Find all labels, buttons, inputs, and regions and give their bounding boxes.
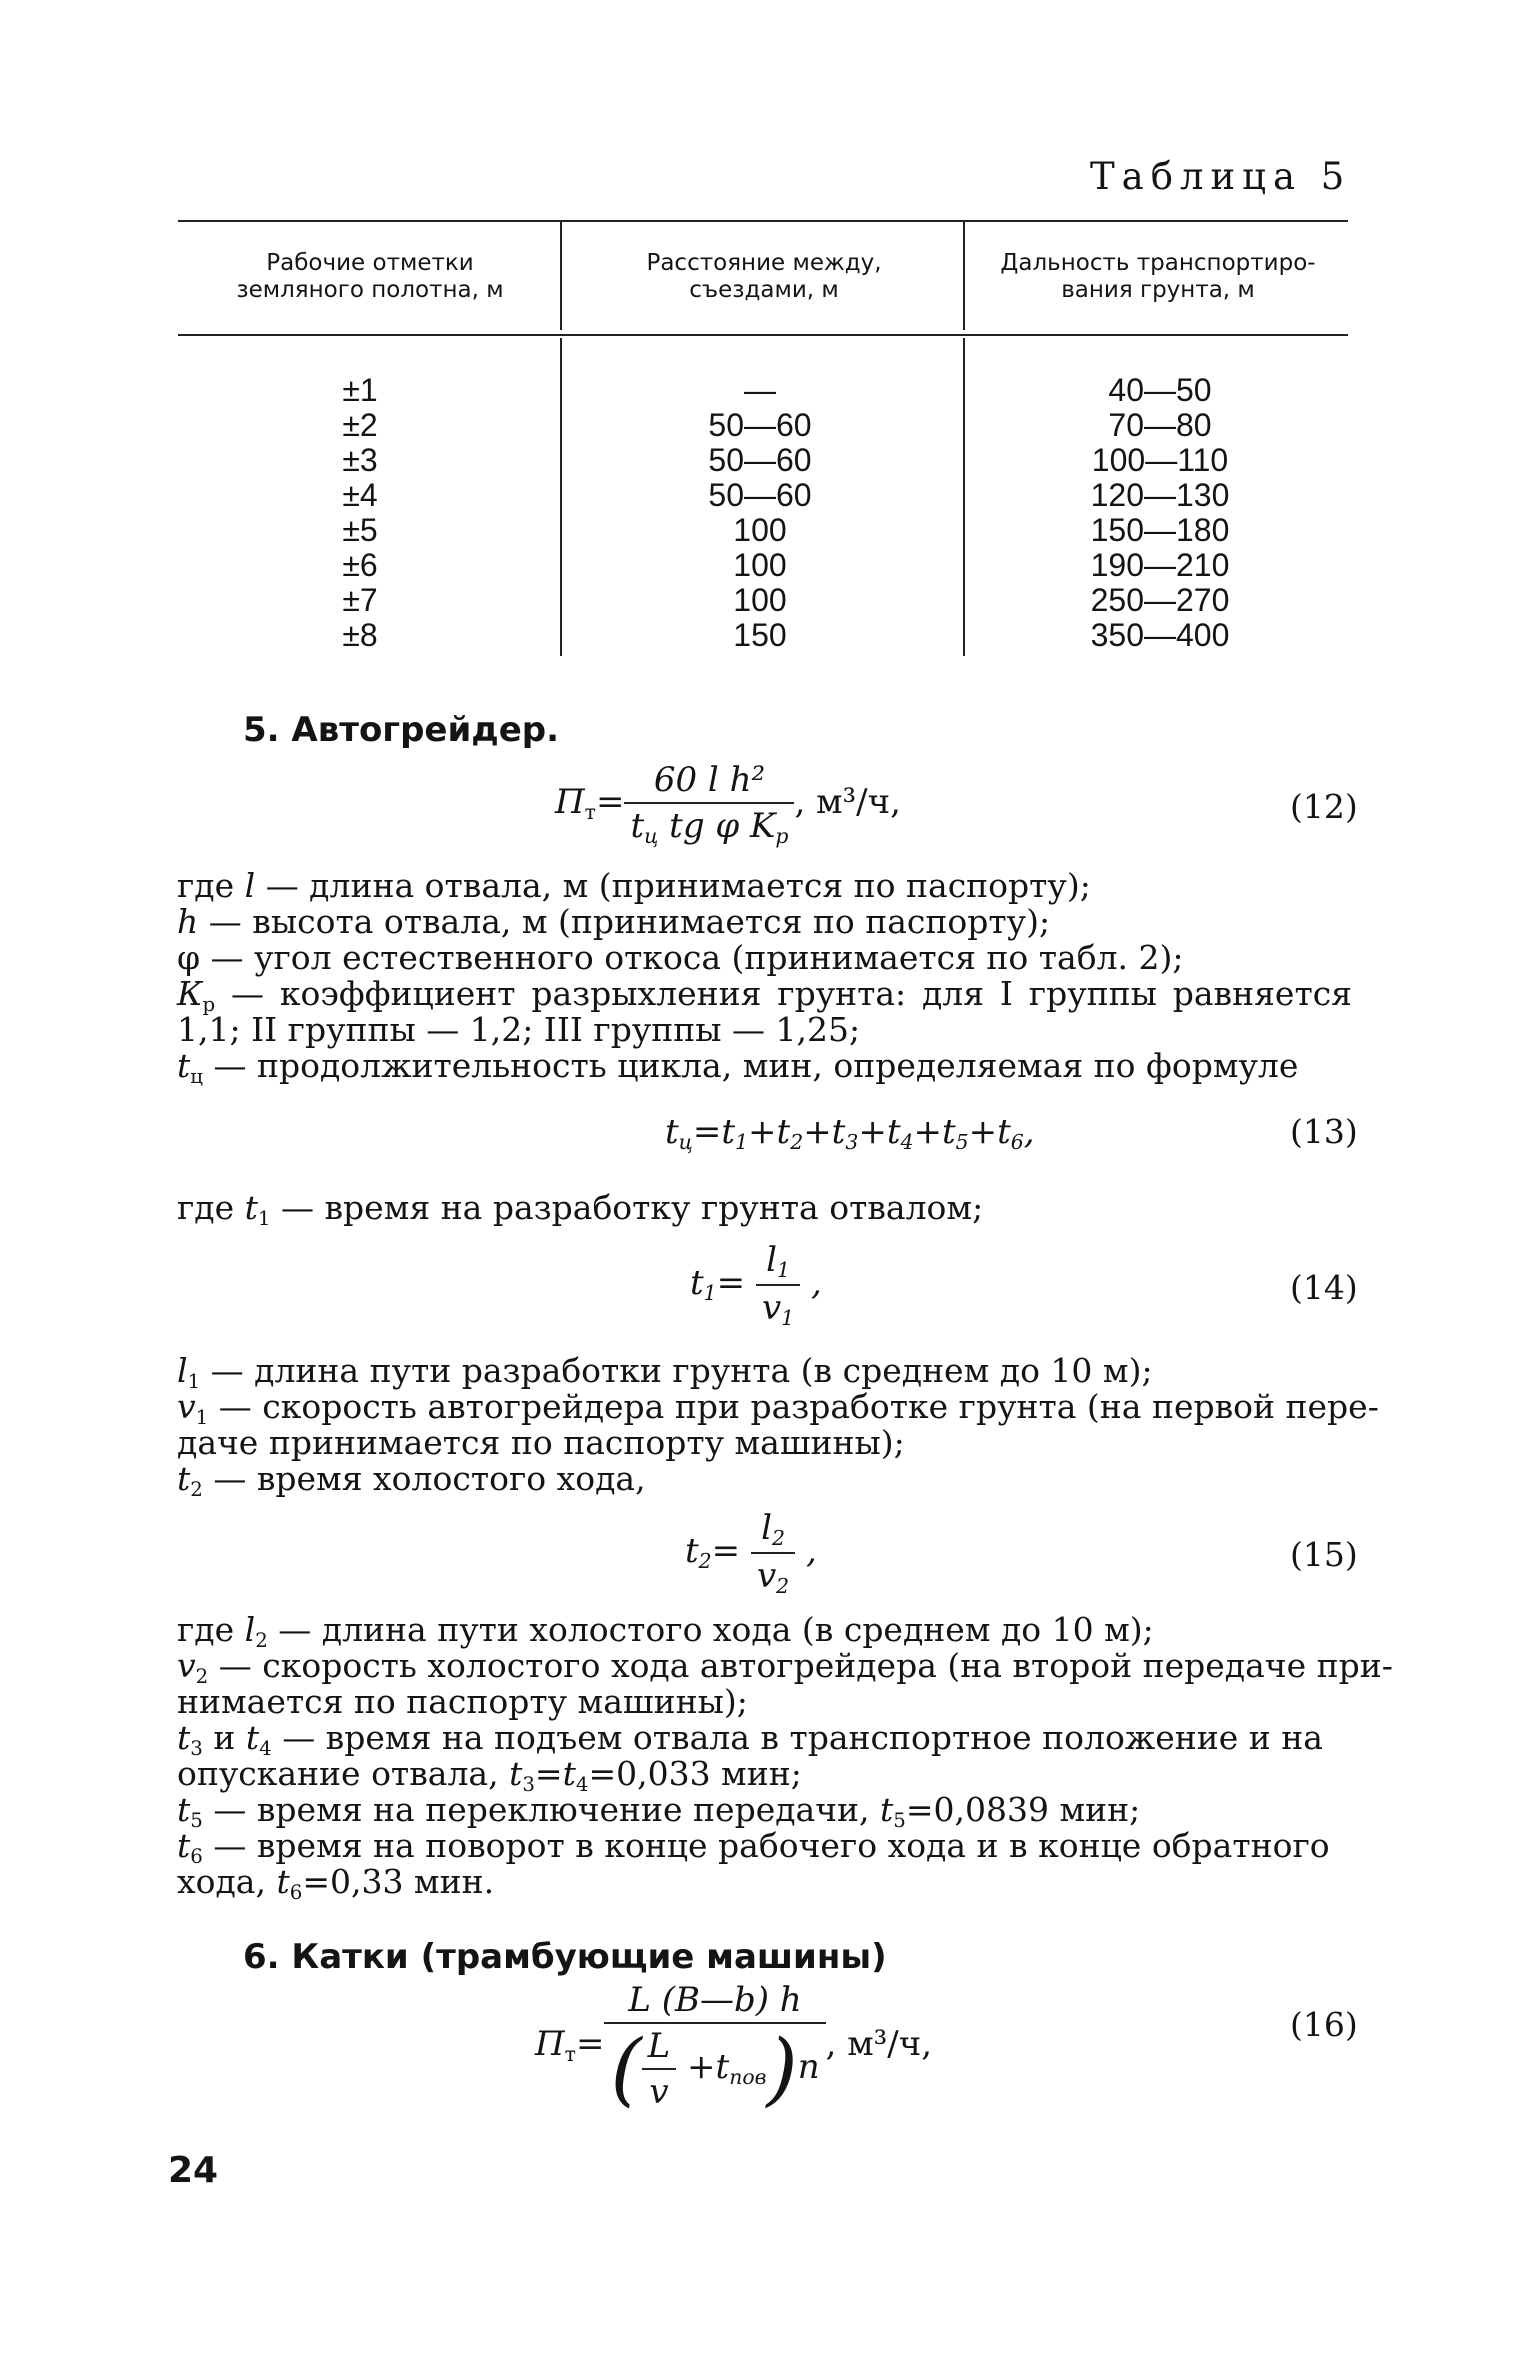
page-number: 24 — [168, 2150, 219, 2191]
definition-line: $К_р$ — коэффициент разрыхления грунта: для I группы равняется — [177, 974, 1352, 1016]
table-cell: ±8 — [342, 617, 378, 653]
table-cell: 100—110 — [1091, 442, 1229, 478]
table-divider — [560, 338, 562, 656]
table-cell: 250—270 — [1090, 582, 1230, 618]
table-column-distance — [660, 373, 860, 653]
definition-line: где l — длина отвала, м (принимается по паспорту); — [177, 866, 1091, 905]
equation-number: (16) — [1290, 2005, 1358, 2044]
table-cell: ±1 — [342, 372, 378, 408]
definition-line: $t_3$ и $t_4$ — время на подъем отвала в транспортное положение и на — [177, 1718, 1323, 1760]
definition-line: хода, $t_6=0,33$ мин. — [177, 1862, 495, 1904]
table-cell: 100 — [733, 547, 787, 583]
table-cell: 150—180 — [1090, 512, 1230, 548]
definition-line: нимается по паспорту машины); — [177, 1682, 748, 1721]
definition-line: $v_1$ — скорость автогрейдера при разработке грунта (на первой пере- — [177, 1387, 1379, 1429]
definition-line: φ — угол естественного откоса (принимается по табл. 2); — [177, 938, 1184, 977]
table-cell: ±4 — [342, 477, 378, 513]
definition-line: $t_5$ — время на переключение передачи, $t_5=0,0839$ мин; — [177, 1790, 1141, 1832]
table-cell: 70—80 — [1108, 407, 1212, 443]
table-cell: 120—130 — [1090, 477, 1230, 513]
table-cell: — — [744, 372, 776, 408]
table-header-rule — [178, 334, 1348, 336]
table-cell: ±6 — [342, 547, 378, 583]
equation-14: $t_1=$ $\frac{l_1}{v_1}$ , — [690, 1240, 822, 1331]
table-cell: 40—50 — [1108, 372, 1212, 408]
definition-line: опускание отвала, $t_3=t_4=0,033$ мин; — [177, 1754, 802, 1796]
definition-line: где $l_2$ — длина пути холостого хода (в среднем до 10 м); — [177, 1610, 1154, 1652]
table-header-col3: Дальность транспортиро- вания грунта, м — [1000, 250, 1316, 303]
table-cell: 100 — [733, 582, 787, 618]
table-column-transport — [1060, 373, 1260, 653]
definition-line: $l_1$ — длина пути разработки грунта (в среднем до 10 м); — [177, 1351, 1153, 1393]
table-cell: ±5 — [342, 512, 378, 548]
definition-line: 1,1; II группы — 1,2; III группы — 1,25; — [177, 1010, 861, 1049]
equation-number: (13) — [1290, 1112, 1358, 1151]
equation-12: $П_т=$ $\frac{\text{60 l h²}}{t_ц tg \varphi K_р}$ , м³/ч, — [555, 760, 901, 849]
definition-line: $v_2$ — скорость холостого хода автогрейдера (на второй передаче при- — [177, 1646, 1393, 1688]
table-column-marks — [290, 373, 430, 653]
table-cell: ±2 — [342, 407, 378, 443]
definition-line: h — высота отвала, м (принимается по паспорту); — [177, 902, 1051, 941]
table-cell: 50—60 — [708, 477, 812, 513]
table-cell: 350—400 — [1090, 617, 1230, 653]
equation-number: (14) — [1290, 1268, 1358, 1307]
table-top-rule — [178, 220, 1348, 222]
table-divider — [963, 222, 965, 330]
definition-line: даче принимается по паспорту машины); — [177, 1423, 905, 1462]
table-cell: 50—60 — [708, 407, 812, 443]
table-title: Таблица 5 — [1090, 155, 1352, 198]
table-divider — [963, 338, 965, 656]
table-cell: ±3 — [342, 442, 378, 478]
section-heading: 6. Катки (трамбующие машины) — [243, 1937, 887, 1977]
definition-line: $t_6$ — время на поворот в конце рабочего хода и в конце обратного — [177, 1826, 1330, 1868]
definition-line: где $t_1$ — время на разработку грунта отвалом; — [177, 1188, 984, 1230]
table-header-col1: Рабочие отметки земляного полотна, м — [236, 250, 504, 303]
definition-line: $t_2$ — время холостого хода, — [177, 1459, 646, 1501]
table-header-col2: Расстояние между, съездами, м — [646, 250, 882, 303]
table-cell: 190—210 — [1090, 547, 1230, 583]
table-cell: 100 — [733, 512, 787, 548]
table-cell: 50—60 — [708, 442, 812, 478]
table-cell: 150 — [733, 617, 787, 653]
equation-number: (12) — [1290, 787, 1358, 826]
equation-16: $П_т=$ L (B—b) h ( $\frac{L}{v}$ $+t_{пов})n$ , м³/ч, — [535, 1980, 933, 2115]
equation-13: $t_ц=t_1+t_2+t_3+t_4+t_5+t_6$, — [665, 1112, 1035, 1155]
table-divider — [560, 222, 562, 330]
table-cell: ±7 — [342, 582, 378, 618]
equation-15: $t_2=$ $\frac{l_2}{v_2}$ , — [685, 1508, 817, 1599]
section-heading: 5. Автогрейдер. — [243, 710, 560, 750]
definition-line: $t_ц$ — продолжительность цикла, мин, определяемая по формуле — [177, 1046, 1299, 1088]
equation-number: (15) — [1290, 1535, 1358, 1574]
